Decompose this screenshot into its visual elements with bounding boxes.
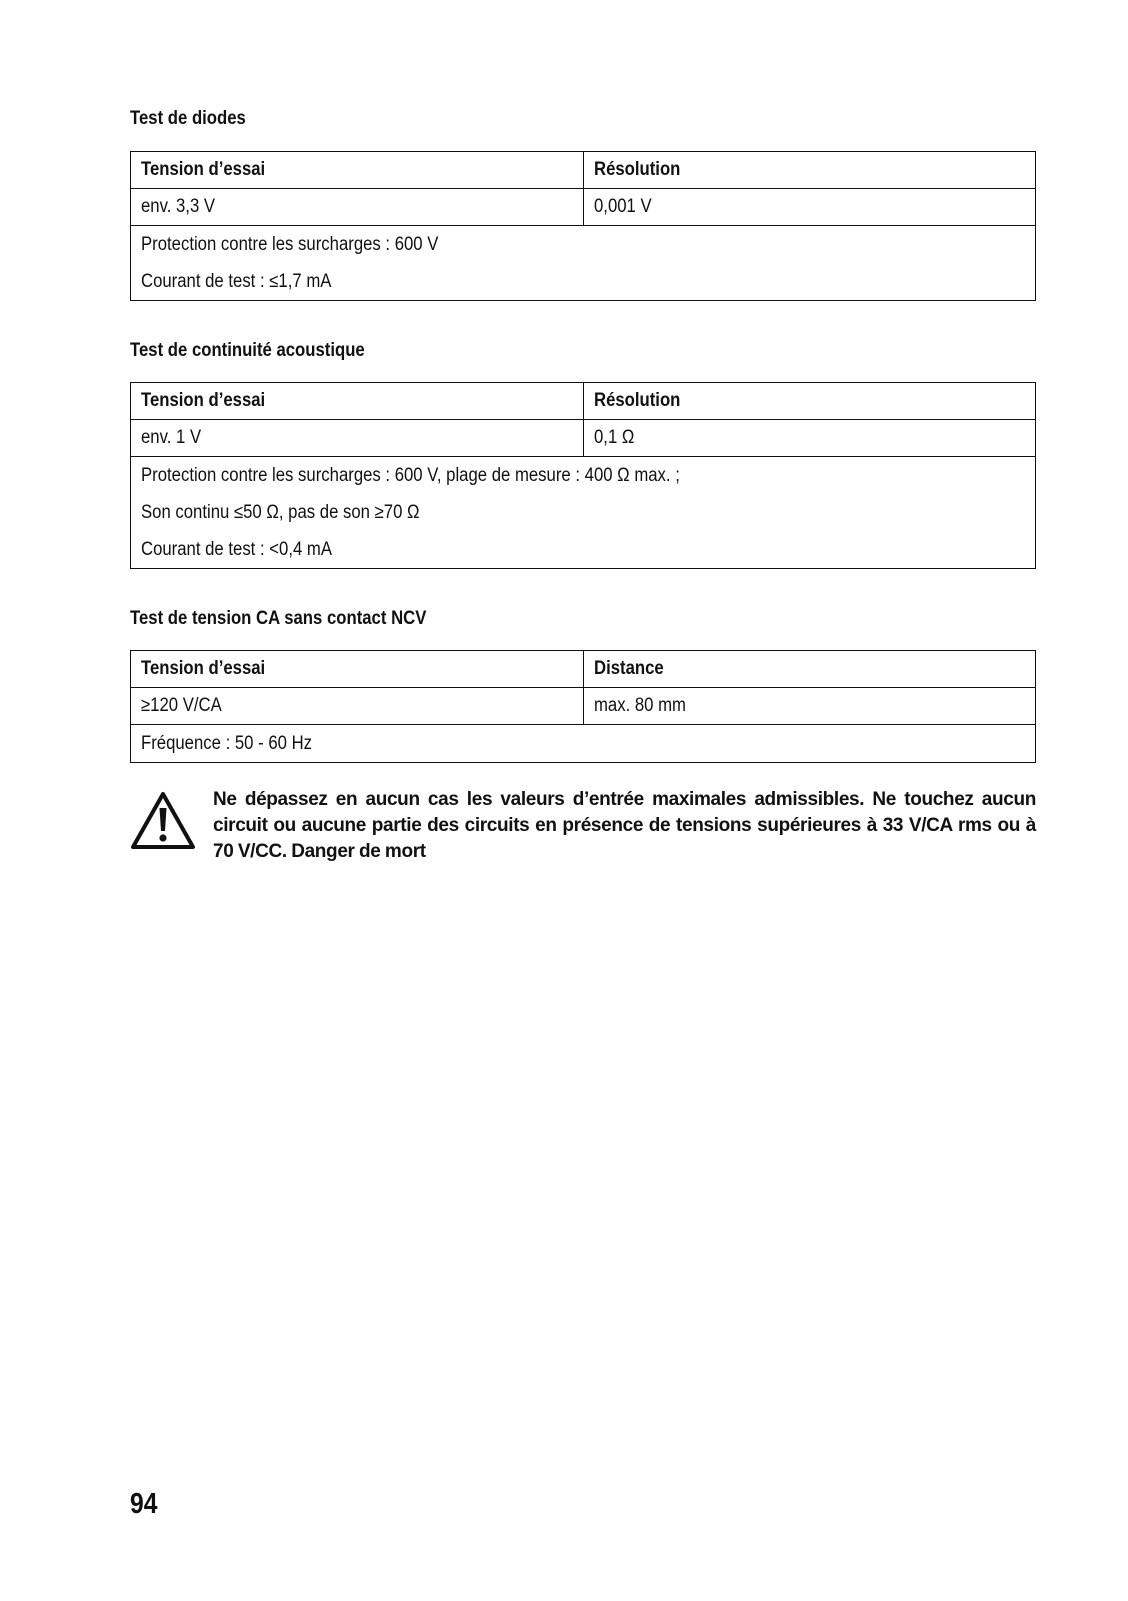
cell-test-voltage-value: env. 3,3 V xyxy=(131,189,584,226)
cell-resolution-value: 0,1 Ω xyxy=(583,420,1036,457)
section-title-ncv-test: Test de tension CA sans contact NCV xyxy=(130,608,427,629)
table-notes-row xyxy=(131,457,1036,569)
cell-distance-value: max. 80 mm xyxy=(583,688,1036,725)
note-line: Courant de test : ≤1,7 mA xyxy=(141,271,332,292)
note-line: Son continu ≤50 Ω, pas de son ≥70 Ω xyxy=(141,502,420,523)
warning-block xyxy=(130,787,1036,877)
header-cell-test-voltage: Tension d’essai xyxy=(131,651,584,688)
notes-cell xyxy=(131,725,1036,763)
table-row xyxy=(131,688,1036,725)
note-line: Protection contre les surcharges : 600 V xyxy=(141,234,439,255)
table-header-row xyxy=(131,651,1036,688)
warning-triangle-icon xyxy=(130,791,196,851)
section-title-continuity-test: Test de continuité acoustique xyxy=(130,340,365,361)
table-header-row xyxy=(131,383,1036,420)
cell-test-voltage-value: ≥120 V/CA xyxy=(131,688,584,725)
ncv-test-table xyxy=(130,650,1036,763)
table-notes-row xyxy=(131,725,1036,763)
header-cell-resolution: Résolution xyxy=(583,152,1036,189)
cell-resolution-value: 0,001 V xyxy=(583,189,1036,226)
cell-test-voltage-value: env. 1 V xyxy=(131,420,584,457)
notes-cell xyxy=(131,226,1036,301)
page-number: 94 xyxy=(130,1488,158,1520)
header-cell-distance: Distance xyxy=(583,651,1036,688)
diode-test-table xyxy=(130,151,1036,301)
table-header-row xyxy=(131,152,1036,189)
continuity-test-table xyxy=(130,382,1036,569)
warning-text: Ne dépassez en aucun cas les valeurs d’entrée maximales admissibles. Ne touchez aucun circuit ou aucune partie des circuits en présence de tensions supérieures à 33 V/CA rms ou à 70 V/CC. Danger de mort xyxy=(213,789,1036,862)
table-row xyxy=(131,420,1036,457)
header-cell-resolution: Résolution xyxy=(583,383,1036,420)
note-line: Courant de test : <0,4 mA xyxy=(141,539,333,560)
note-line: Protection contre les surcharges : 600 V, plage de mesure : 400 Ω max. ; xyxy=(141,465,680,486)
note-line: Fréquence : 50 - 60 Hz xyxy=(141,733,313,754)
table-row xyxy=(131,189,1036,226)
section-title-diode-test: Test de diodes xyxy=(130,108,246,129)
header-cell-test-voltage: Tension d’essai xyxy=(131,383,584,420)
notes-cell xyxy=(131,457,1036,569)
table-notes-row xyxy=(131,226,1036,301)
header-cell-test-voltage: Tension d’essai xyxy=(131,152,584,189)
